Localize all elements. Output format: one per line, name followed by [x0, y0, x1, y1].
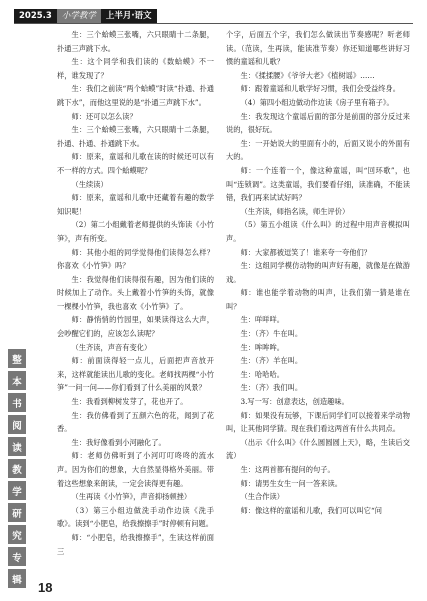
paragraph: 生：哞哞哞。 — [240, 342, 285, 352]
left-text-column — [57, 28, 214, 559]
paragraph: 生：三个蛤蟆三张嘴，六只眼睛十二条腿，扑通、扑通、扑通跳下水。 — [57, 125, 214, 148]
sidebar-tab: 专 — [8, 547, 26, 566]
paragraph: 师：像这样的童谣和儿歌，我们可以叫它“问 — [240, 505, 382, 515]
paragraph: 生：我仿佛看到了五颜六色的花，闻到了花香。 — [57, 410, 214, 434]
paragraph: 生：我们之前读“两个蛤蟆”时读“扑通、扑通跳下水”，而他这里说的是“扑通三声跳下水”。 — [57, 84, 214, 107]
paragraph: 生：我觉得他们读得很有趣，因为他们读的时候加上了动作。头上戴着小竹笋的头饰，就像一棵棵小竹笋，我也喜欢《小竹笋》了。 — [57, 274, 214, 311]
paragraph: 师：原来，童谣和儿歌中还藏着有趣的数学知识呢！ — [57, 193, 214, 216]
sidebar-tabs — [8, 349, 26, 591]
sidebar-tab: 读 — [8, 437, 26, 456]
paragraph: 个字，后面五个字，我们怎么做读出节奏感呢？听老师读。（范读，生再读，能读准节奏）你还知道哪些讲好习惯的童谣和儿歌？ — [226, 30, 410, 67]
sidebar-tab: 学 — [8, 481, 26, 500]
paragraph: 生：《揉揉腰》《爷爷大老》《植树谣》…… — [240, 70, 375, 80]
paragraph: 师：原来，童谣和儿歌在读的时候还可以有不一样的方式。四个蛤蟆呢？ — [57, 152, 214, 175]
paragraph: 师：前面读得轻一点儿，后面把声音放开来，这样就能读出儿歌的变化。老师找两棵“小竹笋”一问一问——你们看到了什么美丽的风景？ — [57, 356, 214, 393]
paragraph: 生：这个同学和我们读的《数蛤蟆》不一样，谁发现了？ — [57, 57, 214, 80]
paragraph: 生：一开始说大的里面有小的，后面又说小的外面有大的。 — [226, 138, 410, 162]
paragraph: （5）第五小组读《什么叫》的过程中用声音模拟叫声。 — [226, 220, 410, 243]
paragraph: 生：（齐）牛在叫。 — [240, 329, 303, 339]
paragraph: （生齐读，师指名读，师生评价） — [240, 206, 350, 216]
paragraph: 3.写一写：创意表达，创造趣味。 — [240, 397, 349, 407]
paragraph: 师：如果没有玩够，下课后同学们可以接着来学动物叫，让其他同学猜。现在我们看这两首有什么共同点。 — [226, 410, 410, 434]
paragraph: （2）第二小组戴着老师提供的头饰读《小竹笋》，声有所变。 — [57, 220, 214, 243]
paragraph: 师：静悄悄的竹园里，如果读得这么大声，会吵醒它们的，应该怎么读呢？ — [57, 315, 214, 339]
paragraph: 师：请男生女生一问一答来读。 — [240, 478, 343, 488]
page-header — [14, 9, 157, 23]
paragraph: 师：大家都被逗笑了！谁来夸一夸他们？ — [240, 247, 372, 257]
sidebar-tab: 辑 — [8, 569, 26, 588]
paragraph: 生：三个蛤蟆三张嘴，六只眼睛十二条腿，扑通三声跳下水。 — [57, 30, 214, 53]
paragraph: （3）第三小组边做洗手动作边读《洗手歌》。读到“小肥皂，给我擦擦手”时停顿有问题。 — [57, 505, 214, 529]
paragraph: 师：一个连着一个，像这种童谣，叫“回环歌”，也叫“连锁调”。这类童谣，我们要看仔细，读准确，不能读错，我们再来试试好吗？ — [226, 165, 410, 203]
paragraph: 师：“小肥皂，给我擦擦手”，生读这样前面三 — [57, 532, 214, 556]
magazine-brand: 小学教学 — [57, 9, 101, 23]
paragraph: 生：（齐）我们叫。 — [240, 383, 303, 393]
paragraph: 师：其他小组的同学觉得他们读得怎么样？你喜欢《小竹笋》吗？ — [57, 247, 214, 271]
sidebar-tab: 整 — [8, 349, 26, 368]
paragraph: （生齐读，声音有变化） — [71, 342, 152, 352]
section-label: 上半月·语文 — [101, 9, 157, 23]
paragraph: 生：哈哈哈。 — [240, 369, 285, 379]
sidebar-tab: 教 — [8, 459, 26, 478]
page-number: 18 — [38, 580, 53, 595]
paragraph: （生续读） — [71, 179, 108, 189]
sidebar-tab: 阅 — [8, 415, 26, 434]
paragraph: 生：咩咩咩。 — [240, 315, 285, 325]
right-text-column — [226, 28, 410, 559]
sidebar-tab: 究 — [8, 525, 26, 544]
paragraph: 师：还可以怎么读？ — [71, 111, 137, 121]
paragraph: （4）第四小组边做动作边读《房子里有箱子》。 — [240, 97, 394, 107]
paragraph: 师：跟着童谣和儿歌学好习惯，我们会受益终身。 — [240, 84, 401, 94]
paragraph: 生：（齐）羊在叫。 — [240, 356, 303, 366]
sidebar-tab: 研 — [8, 503, 26, 522]
sidebar-tab: 本 — [8, 371, 26, 390]
paragraph: 生：我发现这个童谣后面的部分是前面的部分反过来说的，很好玩。 — [226, 111, 410, 135]
issue-label: 2025.3 — [14, 9, 57, 23]
paragraph: 师：老师仿佛听到了小河叮叮咚咚的流水声。因为你们的想象，大自然显得格外美丽。带着这些想象来朗读，一定会读得更有趣。 — [57, 451, 214, 488]
paragraph: 生：这组同学模仿动物的叫声好有趣，就像是在做游戏。 — [226, 261, 410, 284]
paragraph: （生合作读） — [240, 492, 285, 502]
paragraph: 师：谁也能学着动物的叫声，让我们猜一猜是谁在叫？ — [226, 288, 410, 311]
paragraph: 生：我好像看到小河融化了。 — [71, 437, 166, 447]
paragraph: （出示《什么叫》《什么圆圆圆上天》，略，生读后交流） — [226, 437, 410, 461]
paragraph: 生：这两首都有提问的句子。 — [240, 465, 335, 474]
paragraph: 生：我看到柳树发芽了，花也开了。 — [71, 397, 188, 407]
sidebar-tab: 书 — [8, 393, 26, 412]
header-rule — [14, 23, 413, 24]
paragraph: （生再读《小竹笋》，声音抑扬顿挫） — [71, 492, 192, 502]
